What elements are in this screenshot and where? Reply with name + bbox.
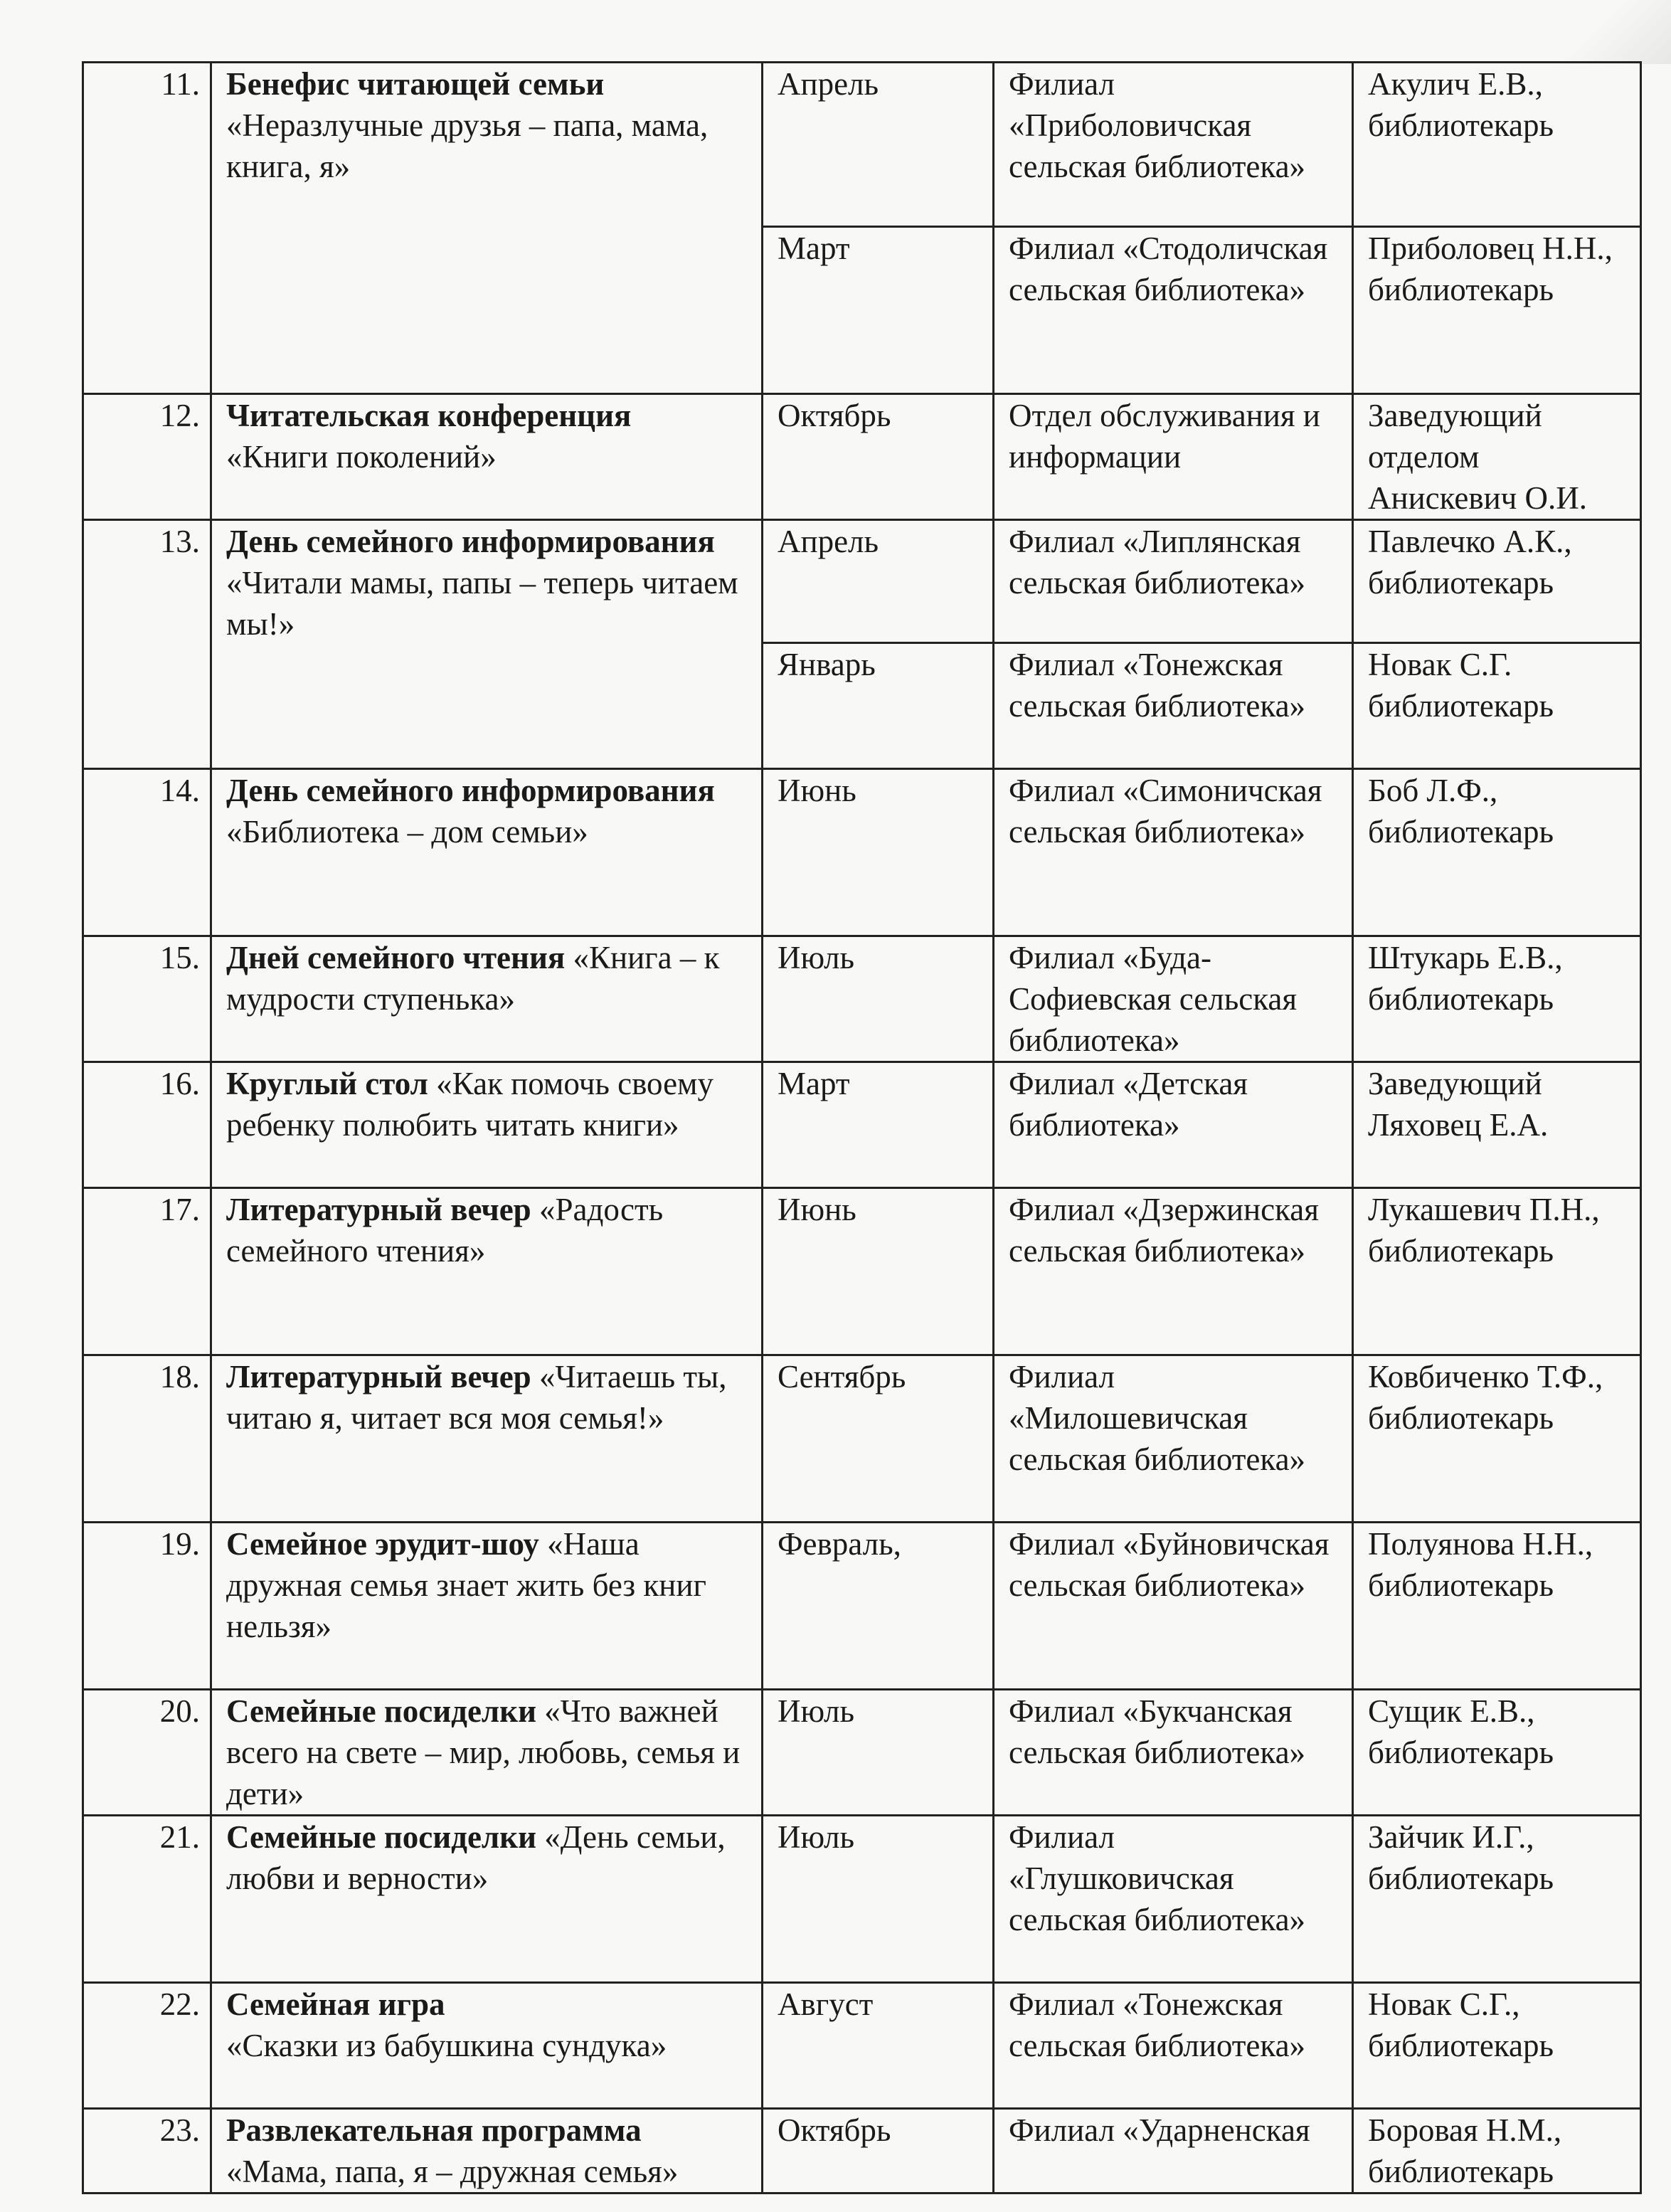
responsible-cell: Акулич Е.В., библиотекарь	[1353, 63, 1641, 227]
event-desc: «Как помочь своему ребенку полюбить читать книги»	[226, 1066, 714, 1143]
event-title: Круглый стол	[226, 1066, 428, 1101]
place-cell: Филиал «Приболовичская сельская библиотека»	[994, 63, 1353, 227]
responsible-cell: Новак С.Г. библиотекарь	[1353, 643, 1641, 769]
event-title: Семейная игра	[226, 1986, 445, 2022]
event-desc: «Сказки из бабушкина сундука»	[226, 2028, 667, 2063]
event-title: Бенефис читающей семьи	[226, 66, 605, 102]
place-cell: Филиал «Тонежская сельская библиотека»	[994, 643, 1353, 769]
event-desc: «Неразлучные друзья – папа, мама, книга, я»	[226, 107, 709, 184]
event-cell	[211, 2109, 763, 2194]
row-number: 15.	[83, 936, 211, 1062]
row-number: 13.	[83, 520, 211, 769]
event-desc: «Читали мамы, папы – теперь читаем мы!»	[226, 565, 738, 642]
date-cell: Апрель	[763, 63, 994, 227]
responsible-cell: Павлечко А.К., библиотекарь	[1353, 520, 1641, 643]
place-cell: Филиал «Липлянская сельская библиотека»	[994, 520, 1353, 643]
scan-shadow	[1543, 0, 1671, 64]
event-cell	[211, 769, 763, 936]
event-desc: «Что важней всего на свете – мир, любовь, семья и дети»	[226, 1693, 741, 1811]
date-cell: Январь	[763, 643, 994, 769]
date-cell: Апрель	[763, 520, 994, 643]
event-desc: «Книги поколений»	[226, 439, 497, 475]
table-row	[83, 1816, 1641, 1983]
event-title: Дней семейного чтения	[226, 940, 566, 975]
event-desc: «День семьи, любви и верности»	[226, 1819, 726, 1896]
event-desc: «Наша дружная семья знает жить без книг нельзя»	[226, 1526, 706, 1644]
place-cell: Филиал «Милошевичская сельская библиотека»	[994, 1355, 1353, 1523]
date-cell: Июнь	[763, 769, 994, 936]
event-title: Семейное эрудит-шоу	[226, 1526, 539, 1562]
date-cell: Июль	[763, 1690, 994, 1816]
event-cell	[211, 1355, 763, 1523]
table-row	[83, 1690, 1641, 1816]
responsible-cell: Боб Л.Ф., библиотекарь	[1353, 769, 1641, 936]
event-title: День семейного информирования	[226, 773, 715, 808]
date-cell: Июль	[763, 1816, 994, 1983]
table-row	[83, 1355, 1641, 1523]
event-desc: «Библиотека – дом семьи»	[226, 814, 588, 850]
event-desc: «Читаешь ты, читаю я, читает вся моя семья!»	[226, 1359, 727, 1436]
date-cell: Сентябрь	[763, 1355, 994, 1523]
event-cell	[211, 1062, 763, 1188]
table-row	[83, 520, 1641, 643]
place-cell: Филиал «Букчанская сельская библиотека»	[994, 1690, 1353, 1816]
responsible-cell: Лукашевич П.Н., библиотекарь	[1353, 1188, 1641, 1355]
row-number: 18.	[83, 1355, 211, 1523]
event-cell	[211, 1983, 763, 2109]
row-number: 14.	[83, 769, 211, 936]
table-row	[83, 63, 1641, 227]
place-cell: Филиал «Тонежская сельская библиотека»	[994, 1983, 1353, 2109]
responsible-cell: Сущик Е.В., библиотекарь	[1353, 1690, 1641, 1816]
responsible-cell: Ковбиченко Т.Ф., библиотекарь	[1353, 1355, 1641, 1523]
responsible-cell: Зайчик И.Г., библиотекарь	[1353, 1816, 1641, 1983]
responsible-cell: Заведующий отделом Анискевич О.И.	[1353, 394, 1641, 520]
row-number: 22.	[83, 1983, 211, 2109]
table-row	[83, 1062, 1641, 1188]
event-cell	[211, 520, 763, 769]
event-title: День семейного информирования	[226, 524, 715, 559]
date-cell: Июнь	[763, 1188, 994, 1355]
row-number: 11.	[83, 63, 211, 394]
place-cell: Филиал «Буйновичская сельская библиотека»	[994, 1523, 1353, 1690]
row-number: 23.	[83, 2109, 211, 2194]
date-cell: Февраль,	[763, 1523, 994, 1690]
responsible-cell: Штукарь Е.В., библиотекарь	[1353, 936, 1641, 1062]
event-title: Литературный вечер	[226, 1359, 531, 1395]
table-row	[83, 394, 1641, 520]
place-cell: Отдел обслуживания и информации	[994, 394, 1353, 520]
place-cell: Филиал «Буда-Софиевская сельская библиотека»	[994, 936, 1353, 1062]
place-cell: Филиал «Дзержинская сельская библиотека»	[994, 1188, 1353, 1355]
event-cell	[211, 63, 763, 394]
event-desc: «Мама, папа, я – дружная семья»	[226, 2154, 679, 2189]
event-title: Семейные посиделки	[226, 1693, 537, 1729]
event-cell	[211, 1188, 763, 1355]
table-row	[83, 2109, 1641, 2194]
row-number: 20.	[83, 1690, 211, 1816]
responsible-cell: Заведующий Ляховец Е.А.	[1353, 1062, 1641, 1188]
row-number: 12.	[83, 394, 211, 520]
event-cell	[211, 1690, 763, 1816]
events-table-body	[83, 63, 1641, 2194]
responsible-cell: Новак С.Г., библиотекарь	[1353, 1983, 1641, 2109]
place-cell: Филиал «Глушковичская сельская библиотека»	[994, 1816, 1353, 1983]
place-cell: Филиал «Детская библиотека»	[994, 1062, 1353, 1188]
event-title: Читательская конференция	[226, 398, 632, 433]
table-row	[83, 1188, 1641, 1355]
table-row	[83, 936, 1641, 1062]
place-cell: Филиал «Ударненская	[994, 2109, 1353, 2194]
event-desc: «Книга – к мудрости ступенька»	[226, 940, 720, 1017]
event-title: Литературный вечер	[226, 1192, 531, 1227]
date-cell: Октябрь	[763, 394, 994, 520]
responsible-cell: Боровая Н.М., библиотекарь	[1353, 2109, 1641, 2194]
row-number: 21.	[83, 1816, 211, 1983]
responsible-cell: Приболовец Н.Н., библиотекарь	[1353, 227, 1641, 394]
event-title: Семейные посиделки	[226, 1819, 537, 1855]
place-cell: Филиал «Стодоличская сельская библиотека»	[994, 227, 1353, 394]
table-row	[83, 1983, 1641, 2109]
event-desc: «Радость семейного чтения»	[226, 1192, 664, 1269]
date-cell: Июль	[763, 936, 994, 1062]
event-cell	[211, 394, 763, 520]
event-title: Развлекательная программа	[226, 2112, 642, 2148]
date-cell: Октябрь	[763, 2109, 994, 2194]
row-number: 19.	[83, 1523, 211, 1690]
row-number: 17.	[83, 1188, 211, 1355]
row-number: 16.	[83, 1062, 211, 1188]
event-cell	[211, 936, 763, 1062]
date-cell: Март	[763, 1062, 994, 1188]
date-cell: Март	[763, 227, 994, 394]
date-cell: Август	[763, 1983, 994, 2109]
table-row	[83, 1523, 1641, 1690]
event-cell	[211, 1523, 763, 1690]
events-table	[82, 61, 1642, 2194]
event-cell	[211, 1816, 763, 1983]
place-cell: Филиал «Симоничская сельская библиотека»	[994, 769, 1353, 936]
responsible-cell: Полуянова Н.Н., библиотекарь	[1353, 1523, 1641, 1690]
table-row	[83, 769, 1641, 936]
